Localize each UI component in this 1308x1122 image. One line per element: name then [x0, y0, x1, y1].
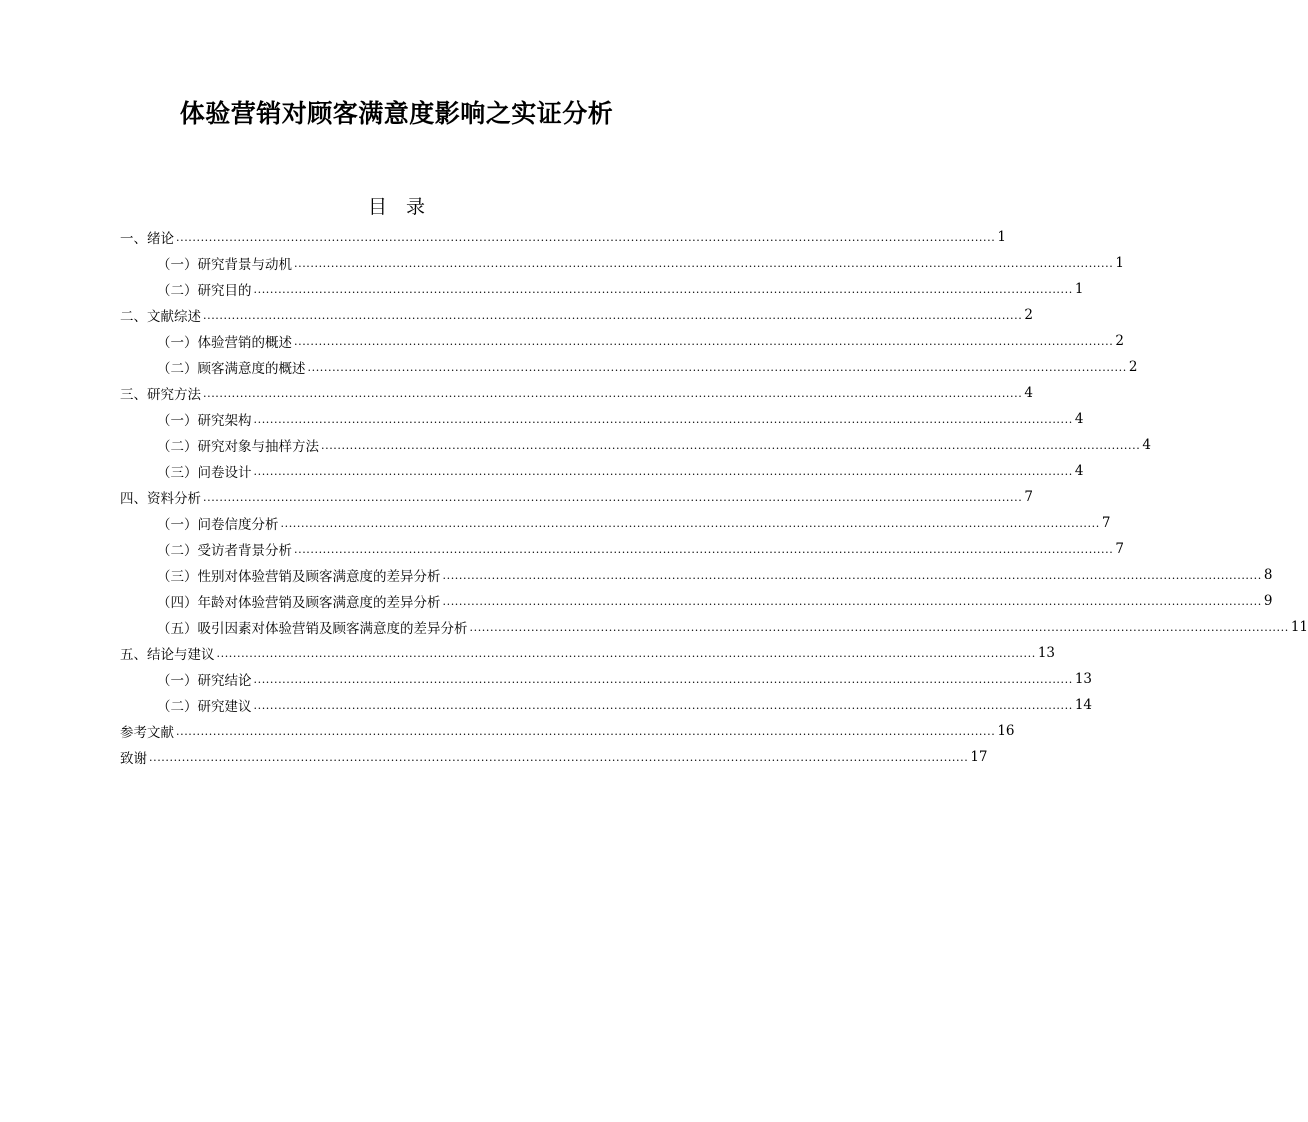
table-of-contents — [120, 224, 1308, 770]
toc-entry[interactable] — [120, 562, 1273, 588]
toc-dot-leader: ........................................................................................................................................................................................................ — [149, 751, 969, 764]
toc-entry[interactable] — [120, 328, 1124, 354]
toc-dot-leader: ........................................................................................................................................................................................................ — [253, 673, 1073, 686]
toc-entry-number: （二） — [157, 543, 198, 559]
toc-entry[interactable] — [120, 380, 1033, 406]
toc-entry-page-number: 2 — [1115, 333, 1124, 349]
toc-entry[interactable] — [120, 484, 1033, 510]
toc-dot-leader: ........................................................................................................................................................................................................ — [176, 231, 996, 244]
toc-entry-label: 致谢 — [120, 751, 147, 767]
toc-entry-number: （一） — [157, 335, 198, 351]
toc-entry-label: 资料分析 — [147, 491, 201, 507]
toc-entry-label: 性别对体验营销及顾客满意度的差异分析 — [197, 569, 441, 585]
toc-entry-page-number: 17 — [970, 749, 988, 765]
toc-entry[interactable] — [120, 588, 1273, 614]
toc-entry-label: 研究背景与动机 — [197, 257, 292, 273]
toc-entry-page-number: 16 — [997, 723, 1015, 739]
toc-entry-page-number: 7 — [1101, 515, 1111, 531]
toc-entry[interactable] — [120, 744, 988, 770]
toc-entry-number: （三） — [157, 569, 198, 585]
toc-entry-label: 文献综述 — [147, 309, 201, 325]
toc-entry-page-number: 4 — [1074, 411, 1084, 427]
toc-entry[interactable] — [120, 510, 1111, 536]
toc-entry[interactable] — [120, 666, 1093, 692]
toc-entry-page-number: 7 — [1024, 489, 1033, 505]
toc-entry-page-number: 4 — [1024, 385, 1033, 401]
toc-entry-page-number: 2 — [1024, 307, 1033, 323]
toc-entry-number: 四、 — [120, 491, 147, 507]
toc-entry-page-number: 11 — [1290, 619, 1308, 635]
toc-dot-leader: ........................................................................................................................................................................................................ — [253, 283, 1073, 296]
toc-entry-page-number: 1 — [1074, 281, 1084, 297]
toc-entry[interactable] — [120, 224, 1006, 250]
toc-entry-label: 研究对象与抽样方法 — [197, 439, 319, 455]
toc-entry-page-number: 8 — [1263, 567, 1273, 583]
toc-entry-label: 参考文献 — [120, 725, 174, 741]
page-title: 体验营销对顾客满意度影响之实证分析 — [179, 99, 614, 128]
toc-entry-page-number: 1 — [1115, 255, 1124, 271]
toc-entry-label: 受访者背景分析 — [197, 543, 292, 559]
toc-entry[interactable] — [120, 276, 1084, 302]
toc-entry-label: 年龄对体验营销及顾客满意度的差异分析 — [197, 595, 441, 611]
toc-entry-number: 一、 — [120, 231, 147, 247]
toc-dot-leader: ........................................................................................................................................................................................................ — [442, 569, 1262, 582]
toc-dot-leader: ........................................................................................................................................................................................................ — [294, 257, 1114, 270]
toc-entry-label: 研究架构 — [197, 413, 252, 429]
toc-dot-leader: ........................................................................................................................................................................................................ — [469, 621, 1289, 634]
toc-entry-label: 问卷信度分析 — [197, 517, 279, 533]
toc-dot-leader: ........................................................................................................................................................................................................ — [253, 699, 1073, 712]
toc-entry-page-number: 9 — [1263, 593, 1273, 609]
toc-entry[interactable] — [120, 302, 1033, 328]
toc-entry-page-number: 13 — [1037, 645, 1056, 661]
toc-entry-page-number: 7 — [1115, 541, 1124, 557]
toc-dot-leader: ........................................................................................................................................................................................................ — [253, 465, 1073, 478]
toc-entry[interactable] — [120, 614, 1308, 640]
toc-entry-label: 结论与建议 — [147, 647, 215, 663]
toc-dot-leader: ........................................................................................................................................................................................................ — [294, 543, 1114, 556]
toc-entry-number: 三、 — [120, 387, 147, 403]
toc-entry-number: （一） — [157, 257, 198, 273]
toc-dot-leader: ........................................................................................................................................................................................................ — [321, 439, 1141, 452]
toc-entry[interactable] — [120, 692, 1093, 718]
toc-entry[interactable] — [120, 354, 1138, 380]
toc-entry[interactable] — [120, 718, 1015, 744]
toc-entry-number: （二） — [157, 283, 198, 299]
toc-dot-leader: ........................................................................................................................................................................................................ — [253, 413, 1073, 426]
toc-dot-leader: ........................................................................................................................................................................................................ — [203, 387, 1023, 400]
toc-entry-number: （一） — [157, 517, 198, 533]
toc-entry-label: 吸引因素对体验营销及顾客满意度的差异分析 — [197, 621, 468, 637]
toc-entry-number: （二） — [157, 699, 198, 715]
toc-entry-number: 五、 — [120, 647, 147, 663]
toc-entry-number: （二） — [157, 439, 198, 455]
toc-entry-number: （一） — [157, 673, 198, 689]
toc-entry-number: （一） — [157, 413, 198, 429]
toc-entry[interactable] — [120, 458, 1084, 484]
toc-entry-label: 体验营销的概述 — [197, 335, 292, 351]
toc-entry[interactable] — [120, 640, 1056, 666]
toc-entry-number: （二） — [157, 361, 198, 377]
toc-entry-label: 问卷设计 — [197, 465, 252, 481]
toc-entry-page-number: 4 — [1074, 463, 1084, 479]
toc-entry-number: （四） — [157, 595, 198, 611]
toc-entry[interactable] — [120, 406, 1084, 432]
toc-entry-page-number: 13 — [1074, 671, 1093, 687]
toc-entry-label: 研究方法 — [147, 387, 201, 403]
toc-entry-number: （三） — [157, 465, 198, 481]
toc-dot-leader: ........................................................................................................................................................................................................ — [307, 361, 1127, 374]
toc-entry-number: 二、 — [120, 309, 147, 325]
toc-dot-leader: ........................................................................................................................................................................................................ — [203, 309, 1023, 322]
toc-entry-page-number: 14 — [1074, 697, 1093, 713]
toc-entry[interactable] — [120, 432, 1151, 458]
toc-entry-label: 顾客满意度的概述 — [197, 361, 306, 377]
toc-dot-leader: ........................................................................................................................................................................................................ — [280, 517, 1100, 530]
toc-entry-number: （五） — [157, 621, 198, 637]
toc-entry-page-number: 2 — [1128, 359, 1138, 375]
toc-entry-page-number: 4 — [1142, 437, 1151, 453]
toc-dot-leader: ........................................................................................................................................................................................................ — [216, 647, 1036, 660]
toc-heading: 目 录 — [367, 196, 425, 218]
toc-entry[interactable] — [120, 250, 1124, 276]
toc-dot-leader: ........................................................................................................................................................................................................ — [203, 491, 1023, 504]
toc-entry-label: 研究建议 — [197, 699, 252, 715]
toc-dot-leader: ........................................................................................................................................................................................................ — [176, 725, 996, 738]
toc-dot-leader: ........................................................................................................................................................................................................ — [294, 335, 1114, 348]
toc-entry-label: 研究结论 — [197, 673, 252, 689]
toc-entry[interactable] — [120, 536, 1124, 562]
toc-entry-page-number: 1 — [997, 229, 1006, 245]
toc-entry-label: 研究目的 — [197, 283, 252, 299]
toc-dot-leader: ........................................................................................................................................................................................................ — [442, 595, 1262, 608]
toc-entry-label: 绪论 — [147, 231, 174, 247]
